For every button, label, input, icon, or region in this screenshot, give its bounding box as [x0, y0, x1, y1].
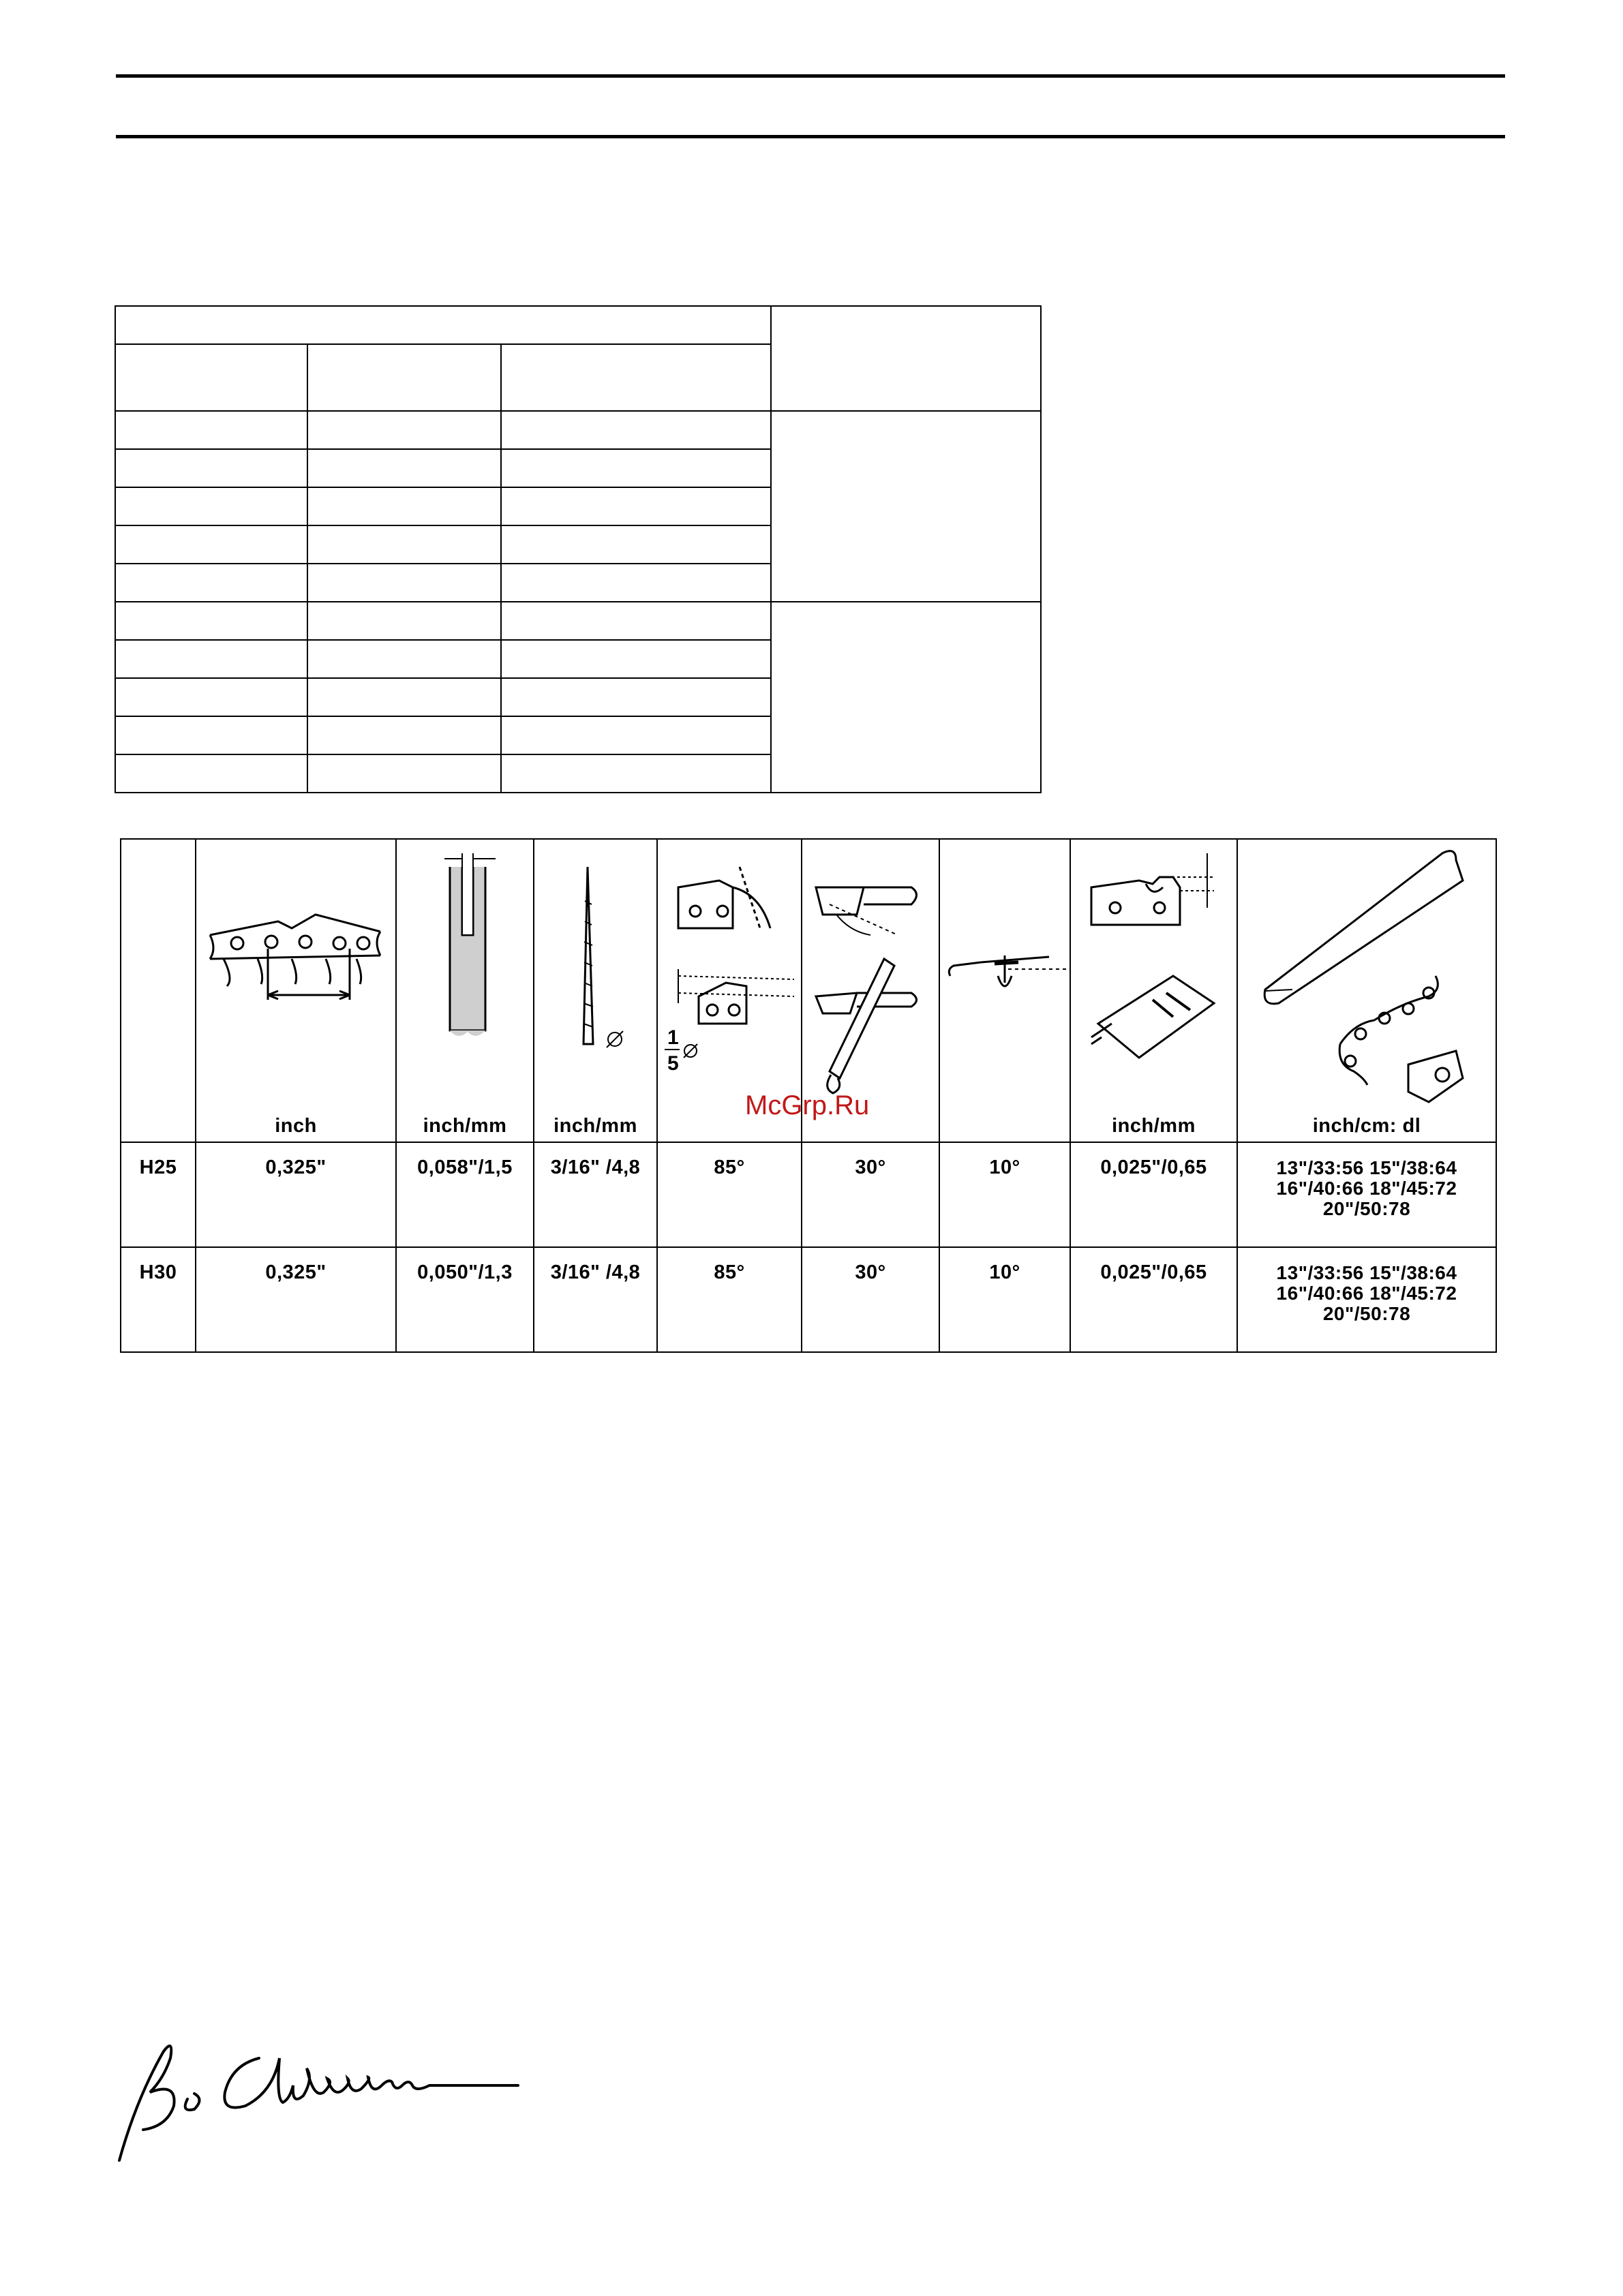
header-rule-top — [116, 74, 1505, 78]
pitch-cell: 0,325" — [196, 1142, 396, 1247]
grid-cell — [501, 487, 771, 525]
grid-cell — [501, 564, 771, 602]
grid-cell — [501, 411, 771, 449]
grid-cell — [115, 487, 307, 525]
svg-text:1: 1 — [667, 1026, 680, 1049]
file-angle-icon — [658, 840, 802, 1105]
table-row — [121, 1142, 1496, 1247]
table-row — [121, 1247, 1496, 1352]
depth-gauge-icon — [1071, 840, 1238, 1105]
file-angle-cell: 85° — [657, 1247, 802, 1352]
pitch-cell: 0,325" — [196, 1247, 396, 1352]
grid-cell — [115, 754, 307, 793]
bars-cell: 13"/33:56 15"/38:64 16"/40:66 18"/45:72 20"/50:78 — [1237, 1142, 1496, 1247]
guide-bar-chain-icon — [1238, 840, 1497, 1105]
grid-cell — [115, 678, 307, 716]
grid-subheader-cell — [501, 344, 771, 411]
gauge-cell: 0,050"/1,3 — [396, 1247, 534, 1352]
model-cell: H30 — [121, 1247, 196, 1352]
grid-cell — [115, 602, 307, 640]
grid-cell — [115, 564, 307, 602]
grid-cell — [115, 640, 307, 678]
grid-cell — [307, 411, 501, 449]
grid-cell — [307, 525, 501, 564]
grid-cell — [115, 449, 307, 487]
file-guide-angle-cell: 10° — [939, 1142, 1070, 1247]
file-cell: 3/16" /4,8 — [534, 1247, 657, 1352]
grid-cell — [307, 564, 501, 602]
file-unit: inch/mm — [553, 1115, 637, 1137]
grid-cell — [501, 678, 771, 716]
grid-cell — [501, 640, 771, 678]
grid-group-cell — [771, 411, 1041, 602]
grid-cell — [115, 716, 307, 754]
pitch-unit: inch — [275, 1115, 317, 1137]
grid-subheader-cell — [307, 344, 501, 411]
grid-cell — [501, 754, 771, 793]
depth-gauge-cell: 0,025"/0,65 — [1070, 1142, 1237, 1247]
grid-cell — [307, 487, 501, 525]
round-file-icon — [534, 840, 658, 1105]
grid-cell — [307, 678, 501, 716]
grid-cell — [115, 525, 307, 564]
bars-unit: inch/cm: dl — [1312, 1115, 1421, 1137]
grid-cell — [307, 640, 501, 678]
top-plate-angle-cell: 30° — [802, 1247, 939, 1352]
top-plate-angle-cell: 30° — [802, 1142, 939, 1247]
file-cell: 3/16" /4,8 — [534, 1142, 657, 1247]
file-angle-cell: 85° — [657, 1142, 802, 1247]
file-guide-angle-cell: 10° — [939, 1247, 1070, 1352]
signature-icon — [109, 2017, 532, 2174]
grid-cell — [501, 602, 771, 640]
watermark-text: McGrp.Ru — [745, 1090, 870, 1120]
gauge-unit: inch/mm — [423, 1115, 507, 1137]
grid-cell — [501, 525, 771, 564]
model-cell: H25 — [121, 1142, 196, 1247]
grid-header-cell — [115, 306, 771, 344]
bars-cell: 13"/33:56 15"/38:64 16"/40:66 18"/45:72 20"/50:78 — [1237, 1247, 1496, 1352]
chain-pitch-icon — [196, 840, 397, 1105]
grid-header-right-cell — [771, 306, 1041, 411]
grid-cell — [501, 449, 771, 487]
grid-cell — [307, 449, 501, 487]
model-header-cell — [121, 839, 196, 1142]
header-rule-bottom — [116, 135, 1505, 138]
depth-gauge-cell: 0,025"/0,65 — [1070, 1247, 1237, 1352]
file-header-cell — [534, 839, 657, 1142]
file-guide-header-cell — [939, 839, 1070, 1142]
grid-cell — [307, 602, 501, 640]
depth-gauge-unit: inch/mm — [1112, 1115, 1196, 1137]
bars-header-cell — [1237, 839, 1496, 1142]
gauge-header-cell — [396, 839, 534, 1142]
pitch-header-cell — [196, 839, 396, 1142]
grid-cell — [307, 716, 501, 754]
depth-gauge-header-cell — [1070, 839, 1237, 1142]
drive-link-gauge-icon — [397, 840, 534, 1105]
gauge-cell: 0,058"/1,5 — [396, 1142, 534, 1247]
grid-group-cell — [771, 602, 1041, 793]
top-plate-angle-icon — [802, 840, 940, 1105]
grid-cell — [115, 411, 307, 449]
grid-subheader-cell — [115, 344, 307, 411]
empty-grid-table — [115, 305, 1042, 793]
svg-text:5: 5 — [667, 1052, 680, 1075]
grid-cell — [501, 716, 771, 754]
grid-cell — [307, 754, 501, 793]
file-guide-icon — [940, 840, 1071, 1105]
